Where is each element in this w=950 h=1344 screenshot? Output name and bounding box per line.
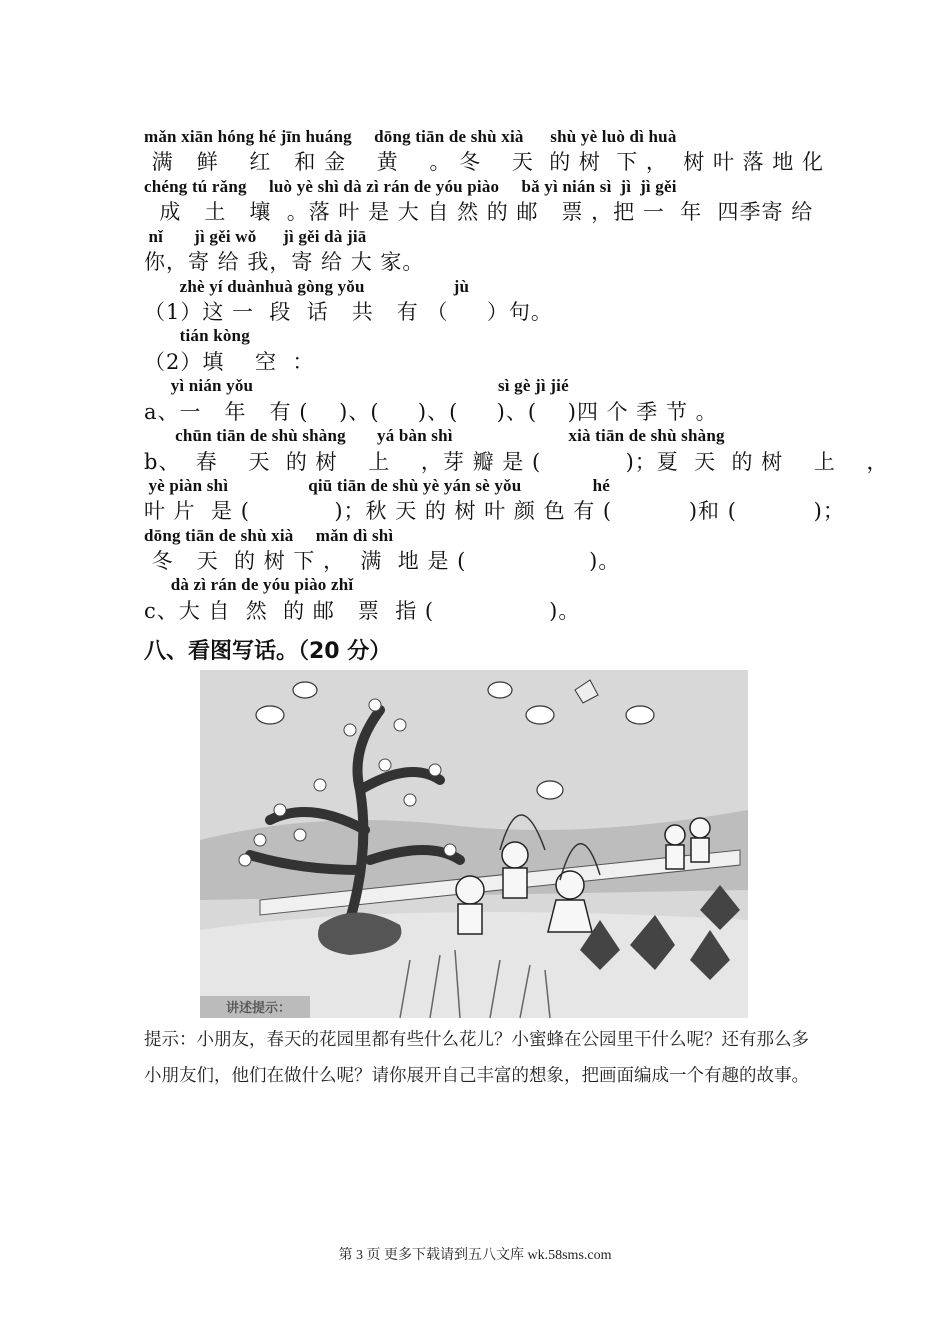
question1-text: （1）这 一 段 话 共 有 （ ）句。 bbox=[144, 300, 553, 324]
passage-line1-pinyin: mǎn xiān hóng hé jīn huáng dōng tiān de shù xià shù yè luò dì huà bbox=[144, 127, 677, 146]
passage-line1-text: 满 鲜 红 和 金 黄 。 冬 天 的 树 下 ， 树 叶 落 地 化 bbox=[144, 150, 824, 174]
illustration-caption: 讲述提示： bbox=[226, 1001, 292, 1016]
question-b-text: b、 春 天 的 树 上 ，芽 瓣 是 ( )；夏 天 的 树 上 ， bbox=[144, 450, 889, 474]
question-b3-text: 冬 天 的 树 下 ， 满 地 是 ( )。 bbox=[144, 549, 621, 573]
question-a-pinyin: yì nián yǒu sì gè jì jié bbox=[144, 376, 569, 395]
section-heading: 八、看图写话。（20 分） bbox=[144, 639, 392, 664]
spring-scene-illustration bbox=[200, 670, 748, 1018]
question-b2-pinyin: yè piàn shì qiū tiān de shù yè yán sè yǒu hé bbox=[144, 476, 610, 495]
writing-hint: 提示：小朋友，春天的花园里都有些什么花儿？小蜜蜂在公园里干什么呢？还有那么多小朋友们，他们在做什么呢？请你展开自己丰富的想象，把画面编成一个有趣的故事。 bbox=[144, 1030, 809, 1086]
question-b3-pinyin: dōng tiān de shù xià mǎn dì shì bbox=[144, 526, 394, 545]
question-a-text: a、一 年 有 ( )、( )、( )、( )四 个 季 节 。 bbox=[144, 400, 718, 424]
question-c-pinyin: dà zì rán de yóu piào zhǐ bbox=[144, 575, 354, 594]
question-b-pinyin: chūn tiān de shù shàng yá bàn shì xià tiān de shù shàng bbox=[144, 426, 725, 445]
question2-pinyin: tián kòng bbox=[144, 326, 250, 345]
passage-line2-text: 成 土 壤 。落 叶 是 大 自 然 的 邮 票 ，把 一 年 四季寄 给 bbox=[144, 200, 814, 224]
question-b2-text: 叶 片 是 ( )；秋 天 的 树 叶 颜 色 有 ( )和 ( )； bbox=[144, 499, 845, 523]
passage-line3-text: 你，寄 给 我，寄 给 大 家。 bbox=[144, 250, 425, 274]
question2-text: （2）填 空 ： bbox=[144, 350, 315, 374]
passage-line2-pinyin: chéng tú rǎng luò yè shì dà zì rán de yóu piào bǎ yì nián sì jì jì gěi bbox=[144, 177, 677, 196]
page-footer: 第 3 页 更多下载请到五八文库 wk.58sms.com bbox=[338, 1248, 612, 1263]
question-c-text: c、大 自 然 的 邮 票 指 ( )。 bbox=[144, 599, 581, 623]
passage-line3-pinyin: nǐ jì gěi wǒ jì gěi dà jiā bbox=[144, 227, 367, 246]
question1-pinyin: zhè yí duànhuà gòng yǒu jù bbox=[144, 277, 470, 296]
